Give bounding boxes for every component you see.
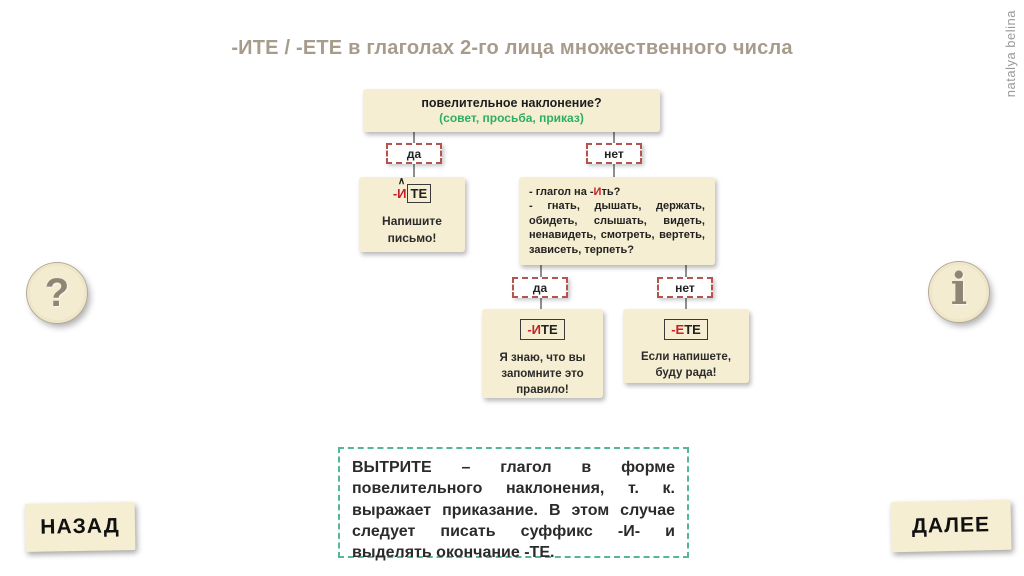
- ite-result-box: [482, 309, 603, 398]
- ite-result-text: Я знаю, что вы запомните это правило!: [499, 352, 586, 397]
- ete-ending: ТЕ: [684, 322, 701, 337]
- ete-result-box: [623, 309, 749, 383]
- verb-question-box: [519, 177, 715, 265]
- imperative-result-box: [359, 177, 465, 252]
- ending-te: ТЕ: [407, 184, 432, 203]
- info-icon[interactable]: [929, 262, 989, 322]
- verb-line1-pre: - глагол на -: [529, 186, 594, 198]
- imperative-example-text: Напишите письмо!: [382, 214, 442, 245]
- branch-label-yes-2: [512, 277, 568, 298]
- flowchart-root-box: [363, 89, 660, 132]
- suffix-caret-icon: ∧: [397, 176, 406, 187]
- next-button[interactable]: ДАЛЕЕ: [890, 500, 1011, 553]
- info-icon-glyph: i: [950, 264, 968, 315]
- ite-suffix: -И: [527, 322, 542, 337]
- ete-result-text: Если напишете, буду рада!: [640, 351, 732, 380]
- ite-suffix-marker: [392, 176, 431, 201]
- verb-list: - гнать, дышать, держать, обидеть, слышать, видеть, ненавидеть, смотреть, вертеть, зависеть, терпеть?: [529, 200, 705, 256]
- back-button[interactable]: НАЗАД: [25, 502, 136, 552]
- ete-marker: [664, 319, 708, 340]
- verb-line1-accent: И: [593, 186, 602, 198]
- explanation-box: ВЫТРИТЕ – глагол в форме повелительного наклонения, т. к. выражает приказание. В этом случае следует писать суффикс -И- и выделять окончание -ТЕ.: [338, 447, 689, 558]
- branch-no1-text: нет: [604, 146, 624, 161]
- help-icon[interactable]: [27, 263, 87, 323]
- verb-question-line1: [529, 186, 705, 198]
- root-question: повелительное наклонение?: [421, 96, 602, 110]
- branch-yes2-text: да: [532, 280, 548, 295]
- branch-yes1-text: да: [406, 146, 422, 161]
- ete-suffix: -Е: [671, 322, 685, 337]
- help-icon-glyph: ?: [44, 270, 70, 315]
- verb-line1-post: ть?: [601, 186, 621, 198]
- branch-label-no-2: [657, 277, 713, 298]
- author-watermark: natalya belina: [1003, 10, 1018, 98]
- ite-marker: [520, 319, 564, 340]
- suffix-i: -И: [392, 186, 407, 201]
- page-title: -ИТЕ / -ЕТЕ в глаголах 2-го лица множественного числа: [231, 37, 793, 59]
- branch-label-no-1: [586, 143, 642, 164]
- branch-label-yes-1: [386, 143, 442, 164]
- branch-no2-text: нет: [675, 280, 695, 295]
- root-hint: (совет, просьба, приказ): [439, 111, 584, 125]
- ite-ending: ТЕ: [541, 322, 558, 337]
